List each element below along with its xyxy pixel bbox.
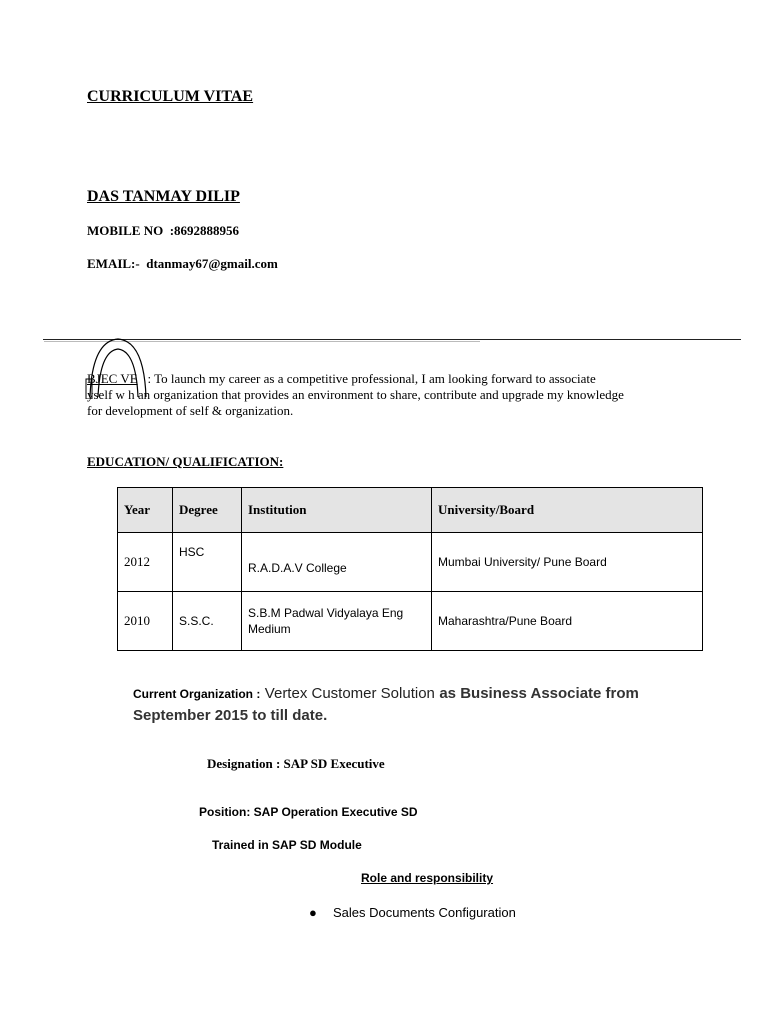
list-item-text: Sales Documents Configuration [333,905,516,920]
cell-institution: R.A.D.A.V College [242,533,432,592]
cell-degree: HSC [173,533,242,592]
cell-degree: S.S.C. [173,592,242,651]
objective-separator: : [147,371,152,386]
table-row [118,592,703,651]
column-header-year: Year [118,488,173,533]
role-heading: Role and responsibility [361,871,494,885]
current-organization [133,683,693,726]
position: Position: SAP Operation Executive SD [199,805,418,819]
company-name: Vertex Customer Solution [264,685,435,702]
column-header-institution: Institution [242,488,432,533]
objective-text-line1: To launch my career as a competitive professional, I am looking forward to associate [151,371,596,386]
bullet-icon: ● [309,905,317,920]
cell-board: Maharashtra/Pune Board [432,592,703,651]
column-header-degree: Degree [173,488,242,533]
cell-board: Mumbai University/ Pune Board [432,533,703,592]
current-org-label: Current Organization : [133,687,261,701]
mobile-label: MOBILE NO [87,223,164,238]
training: Trained in SAP SD Module [212,838,362,852]
mobile-row [87,223,239,239]
objective-text-line3: for development of self & organization. [87,403,294,418]
email-row [87,256,278,272]
objective-label: BJEC VE [87,371,138,386]
email-value: dtanmay67@gmail.com [146,256,278,271]
education-heading: EDUCATION/ QUALIFICATION: [87,454,284,469]
designation: Designation : SAP SD Executive [207,756,385,771]
current-org-details: as Business Associate from September 2015 to till date. [133,685,639,724]
objective-text-line2: yself w h an organization that provides an environment to share, contribute and upgrade my knowledge [87,387,624,402]
table-header-row [118,488,703,533]
education-table [117,487,703,651]
cell-year: 2010 [118,592,173,651]
mobile-value: :8692888956 [169,223,240,238]
document-title: CURRICULUM VITAE [87,88,254,105]
column-header-board: University/Board [432,488,703,533]
email-label: EMAIL:- [87,256,140,271]
candidate-name: DAS TANMAY DILIP [87,188,240,205]
list-item [309,905,516,920]
table-row [118,533,703,592]
objective-section [87,371,707,419]
cell-year: 2012 [118,533,173,592]
cell-institution: S.B.M Padwal Vidyalaya Eng Medium [242,592,432,651]
